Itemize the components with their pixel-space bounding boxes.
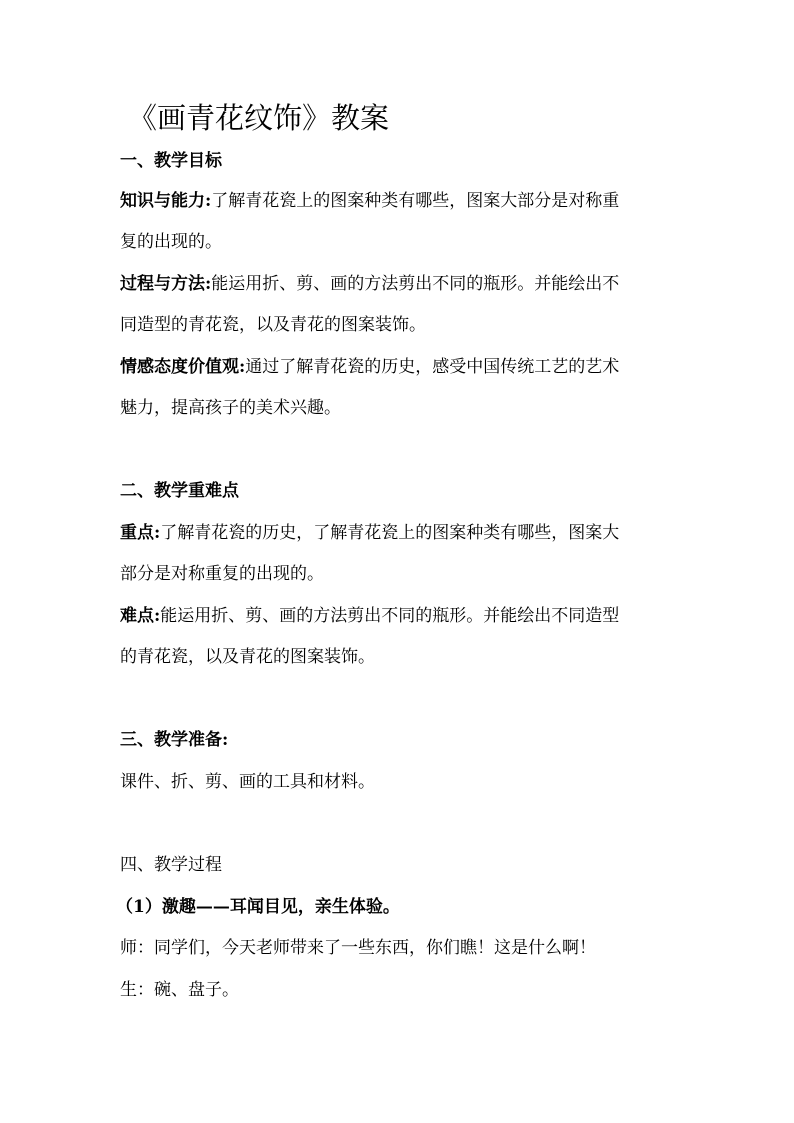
goal-knowledge-text: 了解青花瓷上的图案种类有哪些，图案大部分是对称重 [211,191,620,211]
section-heading-key-points: 二、教学重难点 [120,481,239,501]
goal-emotion-line2: 魅力，提高孩子的美术兴趣。 [120,398,341,418]
process-student-line: 生：碗、盘子。 [120,980,239,1000]
key-point-line2: 部分是对称重复的出现的。 [120,564,324,584]
key-point-text: 了解青花瓷的历史，了解青花瓷上的图案种类有哪些，图案大 [160,523,620,543]
section-heading-process: 四、教学过程 [120,855,222,875]
goal-emotion-line1 [120,356,690,378]
difficult-point-text: 能运用折、剪、画的方法剪出不同的瓶形。并能绘出不同造型 [160,606,620,626]
difficult-point-line2: 的青花瓷，以及青花的图案装饰。 [120,647,375,667]
difficult-point-lead: 难点: [120,606,161,626]
key-point-line1 [120,522,690,544]
goal-process-line2: 同造型的青花瓷，以及青花的图案装饰。 [120,315,426,335]
process-teacher-line: 师：同学们，今天老师带来了一些东西，你们瞧！这是什么啊！ [120,938,596,958]
process-step-1: （1）激趣——耳闻目见，亲生体验。 [116,897,400,917]
goal-process-text: 能运用折、剪、画的方法剪出不同的瓶形。并能绘出不 [211,274,620,294]
preparation-text: 课件、折、剪、画的工具和材料。 [120,772,375,792]
goal-emotion-lead: 情感态度价值观: [120,357,246,377]
goal-process-line1 [120,273,690,295]
goal-knowledge-line1 [120,190,690,212]
goal-knowledge-line2: 复的出现的。 [120,232,222,252]
section-heading-goals: 一、教学目标 [120,151,222,171]
section-heading-preparation: 三、教学准备: [120,730,229,750]
goal-emotion-text: 通过了解青花瓷的历史，感受中国传统工艺的艺术 [245,357,620,377]
difficult-point-line1 [120,605,690,627]
page-title: 《画青花纹饰》教案 [128,101,390,135]
goal-knowledge-lead: 知识与能力: [120,191,212,211]
key-point-lead: 重点: [120,523,161,543]
goal-process-lead: 过程与方法: [120,274,212,294]
